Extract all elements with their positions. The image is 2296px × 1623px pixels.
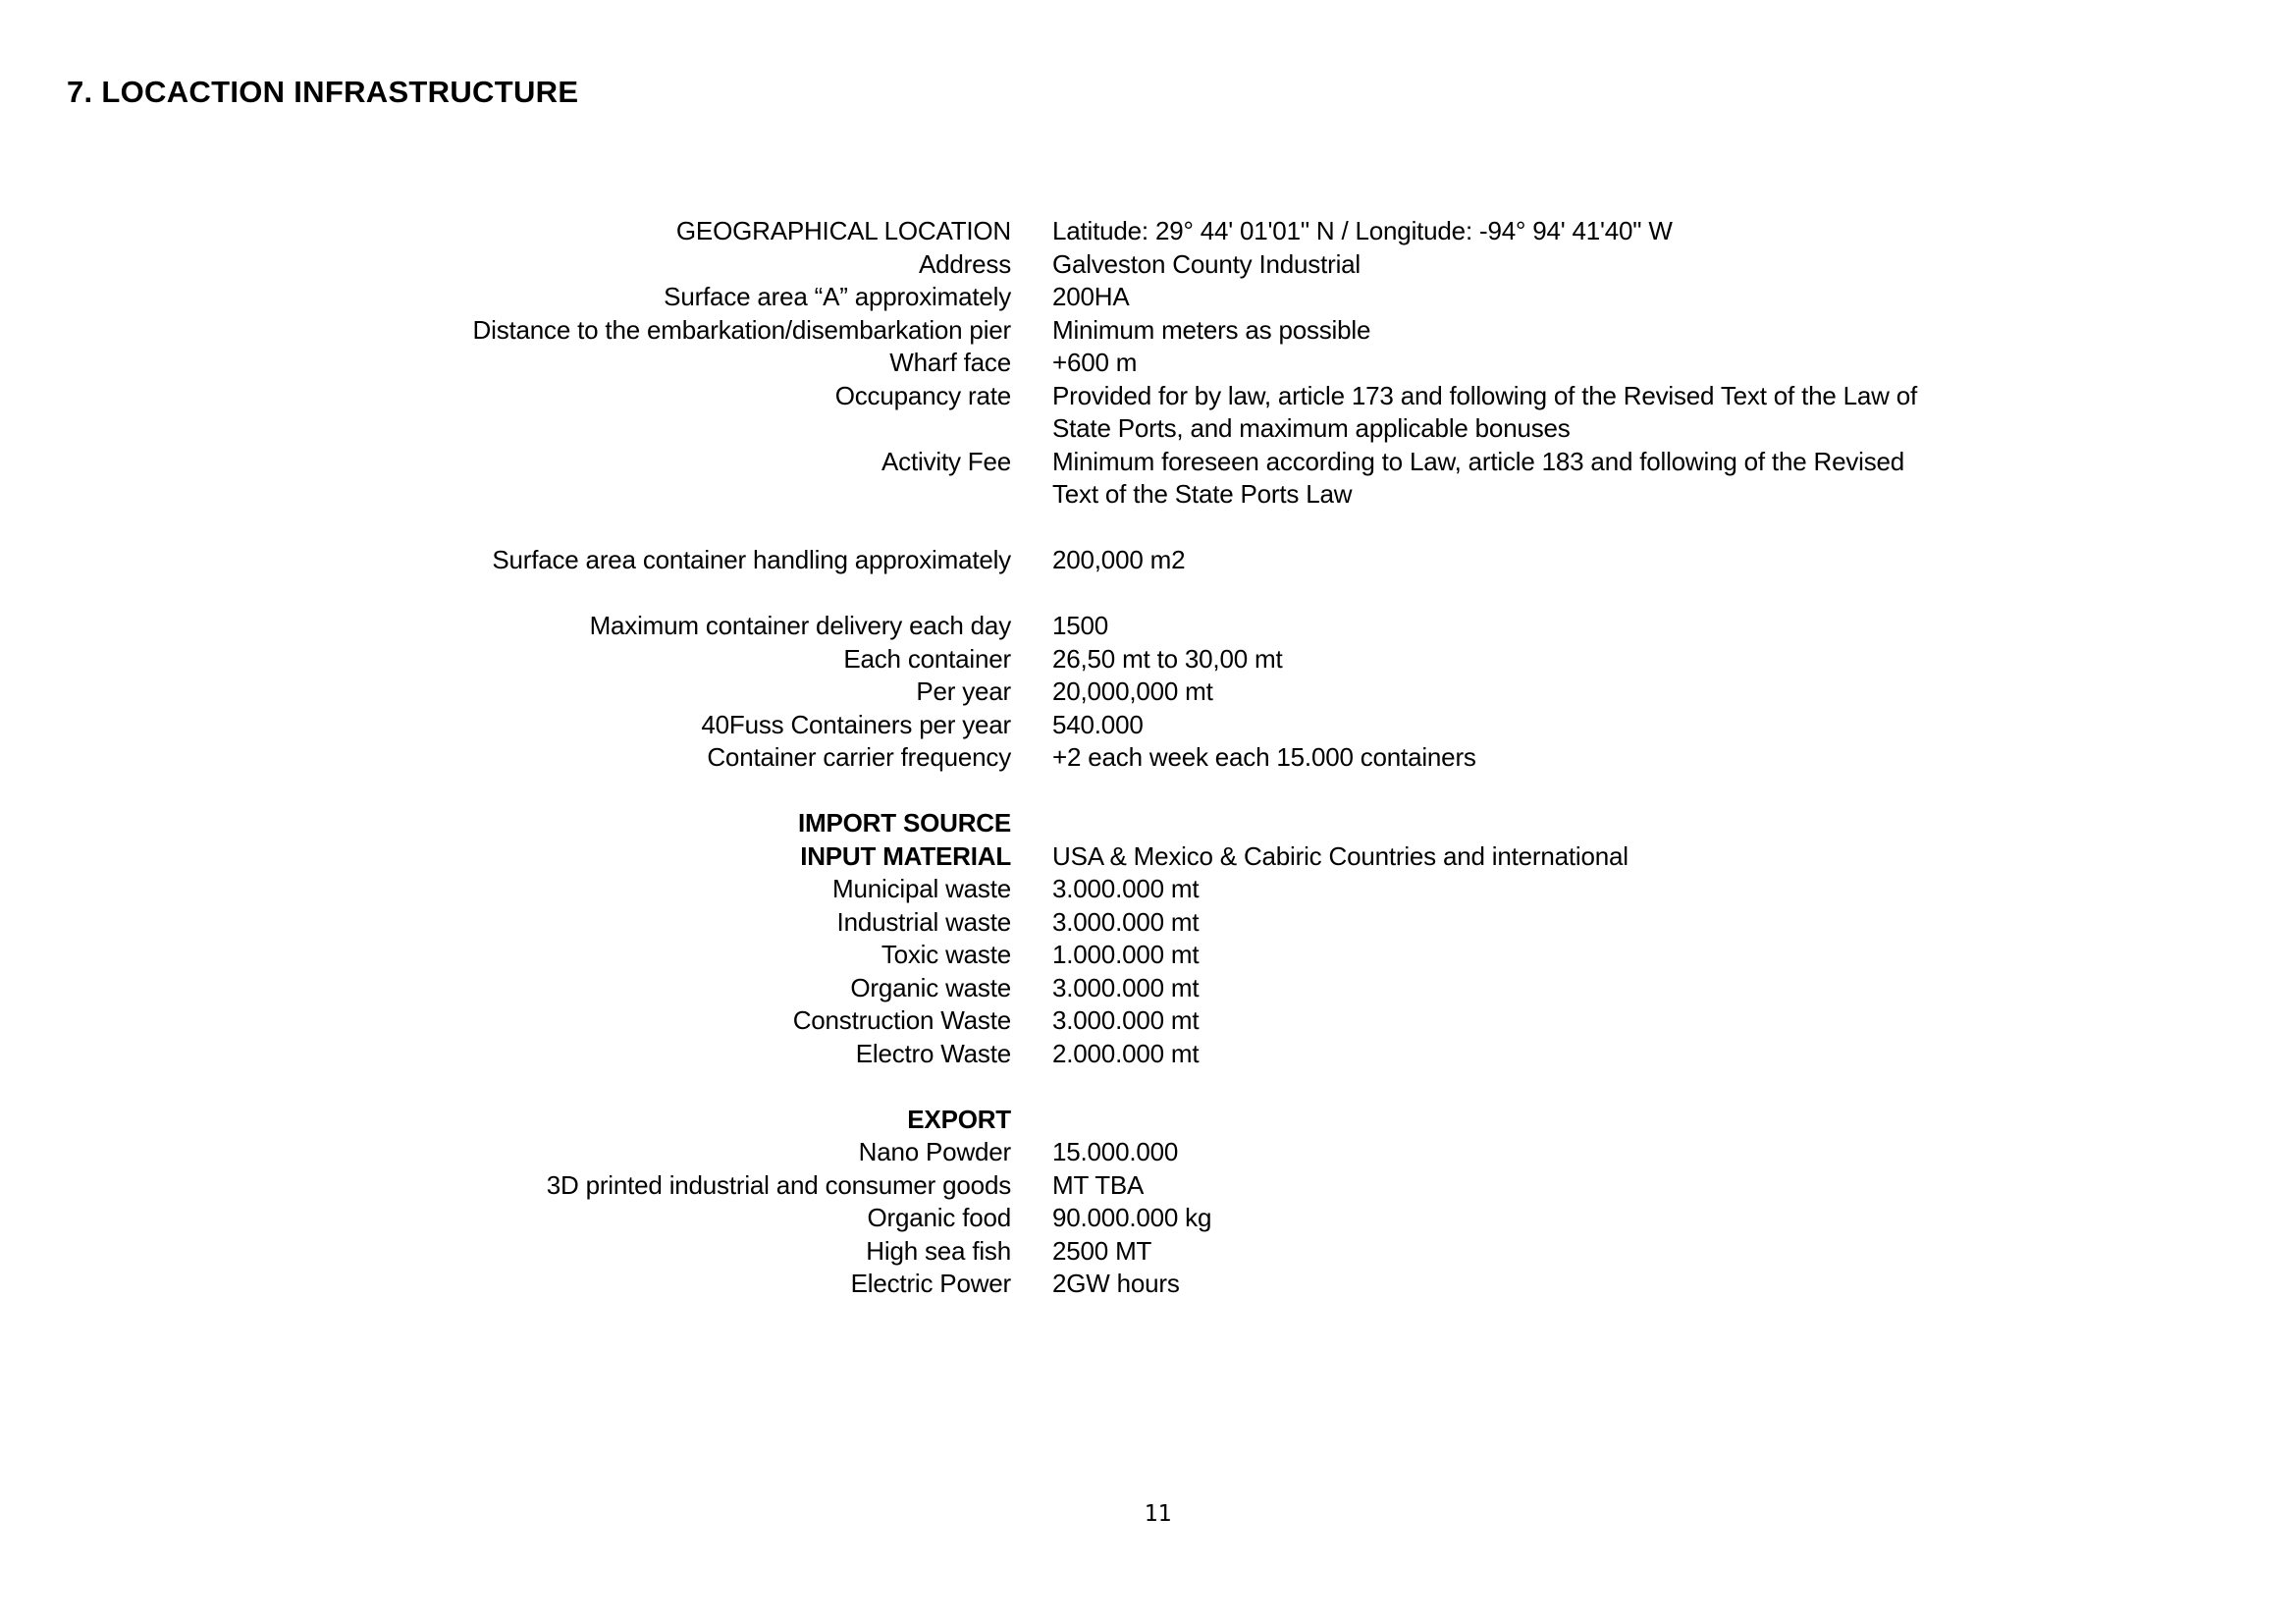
row-value: 540.000 (1052, 709, 1144, 739)
row-label: Organic food (867, 1203, 1011, 1232)
table-row (0, 314, 2296, 348)
row-label: Per year (916, 676, 1011, 706)
table-row (0, 807, 2296, 840)
table-row (0, 1235, 2296, 1269)
table-row (0, 281, 2296, 314)
section-container-capacity (0, 610, 2296, 775)
table-row (0, 1004, 2296, 1038)
row-label: 40Fuss Containers per year (701, 709, 1011, 739)
section-import-source (0, 807, 2296, 1070)
table-row (0, 446, 2296, 512)
row-value: 3.000.000 mt (1052, 906, 1200, 937)
page-number: 11 (1144, 1501, 1172, 1527)
row-value: 20,000,000 mt (1052, 676, 1213, 706)
table-row (0, 709, 2296, 742)
row-label: High sea fish (866, 1235, 1011, 1266)
row-label: Surface area “A” approximately (664, 282, 1011, 311)
row-value-line: State Ports, and maximum applicable bonuses (1052, 413, 1571, 443)
table-row (0, 1136, 2296, 1169)
table-row (0, 248, 2296, 282)
table-row (0, 610, 2296, 643)
row-label: Wharf face (889, 348, 1011, 377)
row-label: Maximum container delivery each day (589, 611, 1011, 640)
row-label: Surface area container handling approximately (492, 545, 1011, 574)
row-label: Activity Fee (881, 446, 1011, 476)
row-label: Occupancy rate (834, 380, 1011, 410)
row-value (1052, 380, 2034, 446)
row-label: Container carrier frequency (707, 742, 1011, 772)
row-label: Municipal waste (832, 874, 1011, 903)
table-row (0, 215, 2296, 248)
row-value: Latitude: 29° 44' 01'01" N / Longitude: -94° 94' 41'40" W (1052, 216, 1673, 245)
table-row (0, 544, 2296, 577)
table-row (0, 906, 2296, 940)
row-label: Toxic waste (881, 940, 1011, 969)
row-label: Distance to the embarkation/disembarkation pier (472, 314, 1011, 345)
row-value: 200HA (1052, 282, 1130, 311)
row-value: USA & Mexico & Cabiric Countries and international (1052, 840, 1629, 871)
table-row (0, 643, 2296, 676)
row-label: Industrial waste (836, 906, 1011, 937)
row-value: +2 each week each 15.000 containers (1052, 742, 1476, 772)
row-value-line: Provided for by law, article 173 and following of the Revised Text of the Law of (1052, 380, 1918, 410)
row-value-line: Minimum foreseen according to Law, article 183 and following of the Revised (1052, 446, 1905, 476)
row-value: Galveston County Industrial (1052, 248, 1361, 279)
row-value: 2.000.000 mt (1052, 1038, 1200, 1068)
section-geographical-location (0, 215, 2296, 512)
row-label: Electro Waste (855, 1038, 1011, 1068)
table-row (0, 380, 2296, 446)
row-value: 3.000.000 mt (1052, 1005, 1200, 1035)
table-row (0, 1169, 2296, 1203)
section-container-surface (0, 544, 2296, 577)
row-value: 2500 MT (1052, 1235, 1152, 1266)
section-export (0, 1104, 2296, 1301)
table-row (0, 939, 2296, 972)
row-value: 3.000.000 mt (1052, 972, 1200, 1002)
row-label: 3D printed industrial and consumer goods (546, 1169, 1011, 1200)
document-body (0, 215, 2296, 1301)
table-row (0, 676, 2296, 709)
table-row (0, 1038, 2296, 1071)
row-label: IMPORT SOURCE (798, 808, 1011, 838)
table-row (0, 1202, 2296, 1235)
table-row (0, 1268, 2296, 1301)
row-label: Each container (843, 643, 1011, 674)
row-label: Address (919, 248, 1011, 279)
row-label: Construction Waste (792, 1005, 1011, 1035)
row-value: 2GW hours (1052, 1269, 1180, 1298)
row-value-line: Text of the State Ports Law (1052, 479, 1353, 509)
row-label: EXPORT (907, 1104, 1011, 1134)
page-title: 7. LOCACTION INFRASTRUCTURE (67, 75, 579, 109)
row-value (1052, 446, 2034, 512)
row-label: Electric Power (850, 1269, 1011, 1298)
row-value: 3.000.000 mt (1052, 874, 1200, 903)
row-value: 1.000.000 mt (1052, 940, 1200, 969)
row-value: 90.000.000 kg (1052, 1203, 1212, 1232)
table-row (0, 873, 2296, 906)
table-row (0, 347, 2296, 380)
row-label: GEOGRAPHICAL LOCATION (675, 216, 1011, 245)
row-value: +600 m (1052, 348, 1138, 377)
table-row (0, 840, 2296, 874)
row-label: Organic waste (850, 972, 1011, 1002)
row-value: Minimum meters as possible (1052, 314, 1371, 345)
table-row (0, 1104, 2296, 1137)
table-row (0, 741, 2296, 775)
row-value: 1500 (1052, 611, 1109, 640)
row-value: MT TBA (1052, 1169, 1145, 1200)
row-value: 200,000 m2 (1052, 545, 1186, 574)
table-row (0, 972, 2296, 1005)
row-label: Nano Powder (858, 1137, 1011, 1166)
row-label: INPUT MATERIAL (800, 840, 1011, 871)
row-value: 26,50 mt to 30,00 mt (1052, 643, 1283, 674)
row-value: 15.000.000 (1052, 1137, 1179, 1166)
